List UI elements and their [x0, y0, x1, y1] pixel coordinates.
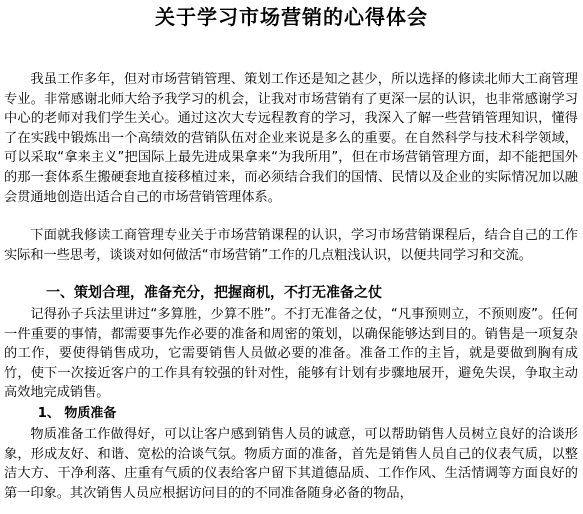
document-title: 关于学习市场营销的心得体会	[155, 5, 428, 29]
paragraph-overview: 下面就我修读工商管理专业关于市场营销课程的认识，学习市场营销课程后，结合自己的工作实际和一些思考，谈谈对如何做活“市场营销”工作的几点粗浅认识，以便共同学习和交流。	[4, 228, 578, 263]
paragraph-intro: 我虽工作多年，但对市场营销管理、策划工作还是知之甚少，所以选择的修读北师大工商管理专业。非常感谢北师大给予我学习的机会，让我对市场营销有了更深一层的认识，也非常感谢学习中心的老师对我们学生关心。通过这次大专远程教育的学习，我深入了解一些营销管理知识，懂得了在实践中锻炼出一个高绩效的营销队伍对企业来说是多么的重要。在自然科学与技术科学领域，可以采取“拿来主义”把国际上最先进成果拿来“为我所用”，但在市场营销管理方面，却不能把国外的那一套体系生搬硬套地直接移植过来，而必须结合我们的国情、民情以及企业的实际情况加以融会贯通地创造出适合自己的市场营销管理体系。	[4, 72, 578, 205]
paragraph-section-1: 记得孙子兵法里讲过“多算胜，少算不胜”。不打无准备之仗，“凡事预则立，不预则废”。任何一件重要的事情，都需要事先作必要的准备和周密的策划，以确保能够达到目的。销售是一项复杂的工作，要使得销售成功，它需要销售人员做必要的准备。准备工作的主旨，就是要做到胸有成竹，使下一次接近客户的工作具有较强的针对性，能够有计划有步骤地展开，避免失误，争取主动高效地完成销售。	[4, 307, 578, 401]
paragraph-material-preparation: 物质准备工作做得好，可以让客户感到销售人员的诚意，可以帮助销售人员树立良好的洽谈形象，形成友好、和谐、宽松的洽谈气氛。物质方面的准备，首先是销售人员自己的仪表气质，以整洁大方、干净利落、庄重有气质的仪表给客户留下其道德品质、工作作风、生活情调等方面良好的第一印象。其次销售人员应根据访问目的的不同准备随身必备的物品，	[4, 427, 578, 501]
section-heading-1: 一、策划合理，准备充分，把握商机，不打无准备之仗	[46, 285, 382, 301]
subsection-heading-material-preparation: 1、 物质准备	[37, 406, 117, 421]
